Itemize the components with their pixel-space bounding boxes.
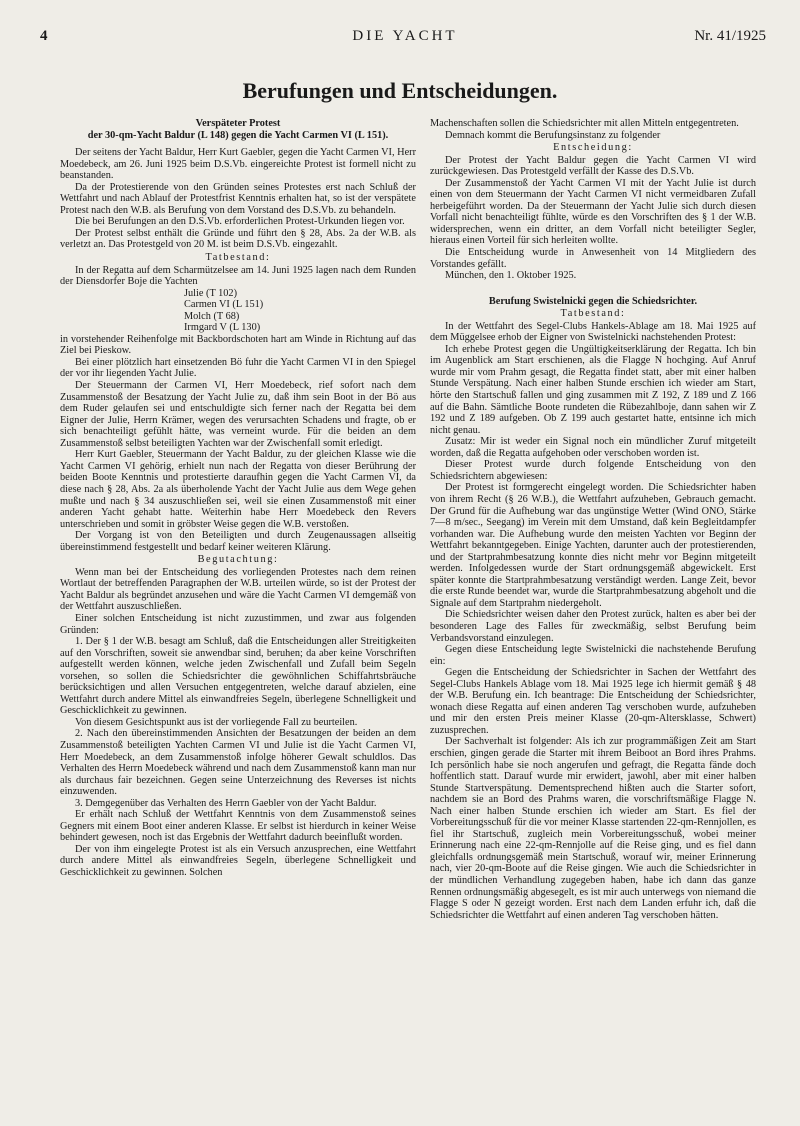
paragraph: Bei einer plötzlich hart einsetzenden Bö fuhr die Yacht Carmen VI in den Spiegel der vor ihr liegenden Yacht Julie. (60, 356, 416, 380)
paragraph: In der Wettfahrt des Segel-Clubs Hankels-Ablage am 18. Mai 1925 auf dem Müggelsee erhob der Eigner von Swistelnicki nachstehenden Protest: (430, 320, 756, 344)
right-column (430, 118, 756, 1114)
paragraph: Von diesem Gesichtspunkt aus ist der vorliegende Fall zu beurteilen. (75, 716, 358, 728)
paragraph: Die Schiedsrichter weisen daher den Protest zurück, halten es aber bei der besonderen Lage des Falles für zweckmäßig, selbst Berufung beim Verbandsvorstand einzulegen. (430, 609, 756, 644)
paragraph: In der Regatta auf dem Scharmützelsee am 14. Juni 1925 lagen nach dem Runden der Diensdorfer Boje die Yachten (60, 264, 416, 288)
paragraph: 3. Demgegenüber das Verhalten des Herrn Gaebler von der Yacht Baldur. (75, 797, 377, 809)
paragraph: 1. Der § 1 der W.B. besagt am Schluß, daß die Entscheidungen aller Streitigkeiten auf den Vorschriften, soweit sie anwendbar sind, beruhen; da aber keine Vorschriften aufgestellt werden können, welche jeden Zwischenfall und Zufall beim Segeln vorsehen, so sollen die Schiedsrichter die gewöhnlichen Schiffahrtsbräuche berücksichtigen und allen Versuchen entgegentreten, welche darauf abzielen, eine Wettfahrt durch andere Mittel als einwandfreies Segeln, überlegene Schnelligkeit und Geschicklichkeit zu gewinnen. (60, 636, 416, 717)
page-number: 4 (40, 28, 48, 44)
paragraph: Herr Kurt Gaebler, Steuermann der Yacht Baldur, zu der gleichen Klasse wie die Yacht Carmen VI gehörig, erhielt nun nach der Regatta von dieser Berührung der beiden Boote Kenntnis und protestierte daraufhin gegen die Yacht Carmen VI, da diese nach § 28, Abs. 2a als überholende Yacht der Yacht Julie aus dem Wege gehen mußte und nach § 34 auszuschließen sei, weil sie einen Zusammenstoß mit einer anderen Yacht gehabt hatte. Weiterhin habe Herr Moedebeck den Revers unterschrieben und somit in gröbster Weise gegen die W.B. verstoßen. (60, 449, 416, 530)
paragraph: Gegen die Entscheidung der Schiedsrichter in Sachen der Wettfahrt des Segel-Clubs Hankels Ablage vom 18. Mai 1925 lege ich hiermit gemäß § 48 der W.B. Berufung ein. Ich beantrage: Die Entscheidung der Schiedsrichter, wonach diese Regatta auf einen anderen Tag verschoben wurde, aufzuheben und mir den ersten Preis meiner Klasse (20-qm-Altersklasse, Schwert) zuzusprechen. (430, 667, 756, 736)
paragraph: Da der Protestierende von den Gründen seines Protestes erst nach Schluß der Wettfahrt und nach Ablauf der Protestfrist Kenntnis erhalten hat, so ist der verspätete Protest nach den W.B. als Berufung von dem Vorstand des D.S.Vb. zu behandeln. (60, 181, 416, 216)
subheading-tatbestand: Tatbestand: (205, 252, 271, 264)
article-title: Berufungen und Entscheidungen. (242, 78, 558, 103)
paragraph: 2. Nach den übereinstimmenden Ansichten der Besatzungen der beiden an dem Zusammenstoß beteiligten Yachten Carmen VI und Julie ist die Yacht Carmen VI, Herr Moedebeck, an dem Zusammenstoß infolge höherer Gewalt schuldlos. Das Verhalten des Herrn Moedebeck während und nach dem Zusammenstoß kann man nur als durchaus fair bezeichnen. Gegen seine Unterzeichnung des Reverses ist nichts einzuwenden. (60, 728, 416, 798)
issue-number: Nr. 41/1925 (694, 28, 766, 44)
paragraph: Gegen diese Entscheidung legte Swistelnicki die nachstehende Berufung ein: (430, 644, 756, 667)
section-heading: Berufung Swistelnicki gegen die Schiedsrichter. (488, 295, 698, 307)
list-item: Molch (T 68) (184, 310, 240, 322)
left-column (60, 118, 416, 1114)
paragraph: Demnach kommt die Berufungsinstanz zu folgender (445, 129, 661, 141)
section-heading: Verspäteter Protest (195, 118, 281, 129)
running-head (40, 26, 770, 46)
journal-title: DIE YACHT (352, 28, 458, 44)
paragraph: Er erhält nach Schluß der Wettfahrt Kenntnis von dem Zusammenstoß seines Gegners mit einem Boot einer anderen Klasse. Er selbst ist hierdurch in keiner Weise behindert gewesen, noch ist das Ergebnis der Wettfahrt dadurch beeinflußt worden. (60, 809, 416, 844)
paragraph: Der Zusammenstoß der Yacht Carmen VI mit der Yacht Julie ist durch einen von dem Steuermann der Yacht Carmen VI nicht vermeidbaren Zufall herbeigeführt worden. Da der Steuermann der Yacht Julie sich durch diesen Vorfall nicht benachteiligt fühlte, würde es den Vorschriften des § 1 der W.B. widersprechen, wenn ein dritter, an dem Vorfall nicht beteiligter Segler, hieraus einen Vorteil für sich herleiten wollte. (430, 177, 756, 247)
list-item: Carmen VI (L 151) (184, 299, 264, 311)
paragraph: Der Vorgang ist von den Beteiligten und durch Zeugenaussagen allseitig übereinstimmend festgestellt und bedarf keiner weiteren Klärung. (60, 530, 416, 553)
paragraph: Die bei Berufungen an den D.S.Vb. erforderlichen Protest-Urkunden liegen vor. (75, 216, 405, 228)
paragraph: Einer solchen Entscheidung ist nicht zuzustimmen, und zwar aus folgenden Gründen: (60, 612, 416, 636)
paragraph: Machenschaften sollen die Schiedsrichter mit allen Mitteln entgegentreten. (430, 118, 739, 129)
paragraph: Wenn man bei der Entscheidung des vorliegenden Protestes nach dem reinen Wortlaut der betreffenden Paragraphen der W.B. urteilen würde, so ist der Protest der Yacht Baldur als begründet anzusehen und wäre die Yacht Carmen VI demgemäß von der Wettfahrt auszuschließen. (60, 566, 416, 613)
subheading-tatbestand: Tatbestand: (560, 308, 626, 320)
paragraph: Der Protest der Yacht Baldur gegen die Yacht Carmen VI wird zurückgewiesen. Das Protestgeld verfällt der Kasse des D.S.Vb. (430, 154, 756, 178)
paragraph: Ich erhebe Protest gegen die Ungültigkeitserklärung der Regatta. Ich bin im Augenblick am Start erschienen, als die Flagge N hochging. Auf Anruf wurde mir vom Prahm gesagt, die Regatta findet statt, aber mit einer halben Stunde Verspätung. Nach einer halben Stunde erschien ich wieder am Start, hörte den Startschuß fallen und ging zusammen mit Z 192, Z 189 und Z 166 auf die Bahn. Sämtliche Boote rundeten die Rübezahlboje, dann sahen wir Z 192 und Z 189 aufgeben. Ob Z 199 auch gestartet hatte, entsinne ich mich nicht genau. (430, 343, 756, 436)
paragraph: Die Entscheidung wurde in Anwesenheit von 14 Mitgliedern des Vorstandes gefällt. (430, 247, 756, 270)
date-line: München, den 1. Oktober 1925. (445, 270, 577, 282)
paragraph: Zusatz: Mir ist weder ein Signal noch ein mündlicher Zuruf mitgeteilt worden, daß die Regatta aufgehoben oder verschoben worden ist. (430, 436, 756, 459)
paragraph: Der seitens der Yacht Baldur, Herr Kurt Gaebler, gegen die Yacht Carmen VI, Herr Moedebeck, am 26. Juni 1925 beim D.S.Vb. eingereichte Protest ist formell nicht zu beanstanden. (60, 147, 416, 182)
section-subheading: der 30-qm-Yacht Baldur (L 148) gegen die Yacht Carmen VI (L 151). (87, 129, 389, 141)
list-item: Irmgard V (L 130) (184, 322, 261, 334)
paragraph: Der von ihm eingelegte Protest ist als ein Versuch anzusprechen, eine Wettfahrt durch andere Mittel als einwandfreies Segeln, überlegene Schnelligkeit und Geschicklichkeit zu gewinnen. Solchen (60, 843, 416, 878)
list-item: Julie (T 102) (184, 287, 238, 299)
paragraph: Der Protest ist formgerecht eingelegt worden. Die Schiedsrichter haben von ihrem Recht (§ 26 W.B.), die Wettfahrt aufzuheben, Gebrauch gemacht. Der Grund für die Aufhebung war das ungünstige Wetter (Wind ONO, Stärke 7—8 m/sec., Seegang) im Verein mit dem Umstand, daß kein Begleitdampfer vorhanden war. Die Aufhebung wurde den meisten Yachten vor Beginn der Wettfahrt bekanntgegeben. Einige Yachten, darunter auch der protestierenden, und der Startprahmbesatzung konnte dies nicht mehr vor Beginn mitgeteilt werden. Infolgedessen wurde der Start ordnungsgemäß abgewickelt. Erst später konnte die Startprahmbesatzung verständigt werden. Lange Zeit, bevor die erste Runde beendet war, wurde die Startprahmbesatzung abgeholt und die Signale auf dem Startprahm niedergeholt. (430, 482, 756, 609)
paragraph: Dieser Protest wurde durch folgende Entscheidung von den Schiedsrichtern abgewiesen: (430, 459, 756, 482)
yacht-list (184, 288, 416, 334)
paragraph: Der Protest selbst enthält die Gründe und führt den § 28, Abs. 2a der W.B. als verletzt an. Das Protestgeld von 20 M. ist beim D.S.Vb. eingezahlt. (60, 227, 416, 251)
paragraph: in vorstehender Reihenfolge mit Backbordschoten hart am Winde in Richtung auf das Ziel bei Pieskow. (60, 333, 416, 357)
subheading-begutachtung: Begutachtung: (197, 554, 279, 566)
subheading-entscheidung: Entscheidung: (553, 142, 633, 154)
paragraph: Der Steuermann der Carmen VI, Herr Moedebeck, rief sofort nach dem Zusammenstoß der Besatzung der Yacht Julie zu, daß ihm sein Boot in der Bö aus dem Ruder gelaufen sei und entschuldigte sich ferner nach der Regatta bei dem Eigner der Julie, Herrn Krämer, wegen des verursachten Schadens und fragte, ob er sich benachteiligt gefühlt hätte, was verneint wurde. Für die beiden an dem Zusammenstoß selbst beteiligten Yachten war der Zwischenfall somit erledigt. (60, 380, 416, 449)
paragraph: Der Sachverhalt ist folgender: Als ich zur programmäßigen Zeit am Start erschien, gingen gerade die Starter mit ihrem Beiboot an Bord ihres Prahms. Ich persönlich habe sie noch angerufen und gefragt, die Regatta fände doch hoffentlich statt. Darauf wurde mir erwidert, jawohl, aber mit einer halben Stunde Startverspätung. Dementsprechend hißten auch die Starter sofort, nachdem sie an Bord des Prahms waren, die vorschriftsmäßige Flagge N. Nach einer halben Stunde erschien ich wieder am Start. Es fiel der Vorbereitungsschuß für die vor meiner Klasse startenden 22-qm-Rennjollen, es fiel ihr Startschuß, zugleich mein Vorbereitungsschuß, wobei meiner Erinnerung nach eine 22-qm-Rennjolle auf die Reise ging, und es fiel dann gleichfalls ordnungsgemäß mein Startschuß, worauf wir, meiner Erinnerung nach, vier 20-qm-Boote auf die Reise gingen. Wie auch die Schiedsrichter in der mündlichen Verhandlung zugegeben haben, habe ich dann das ganze Rennen ordnungsmäßig abgesegelt, es ist mir auch unterwegs von niemand die Flagge S oder N gezeigt worden. Erst nach dem Landen erfuhr ich, daß die Schiedsrichter die Wettfahrt auf einen anderen Tag verschoben hätten. (430, 736, 756, 921)
